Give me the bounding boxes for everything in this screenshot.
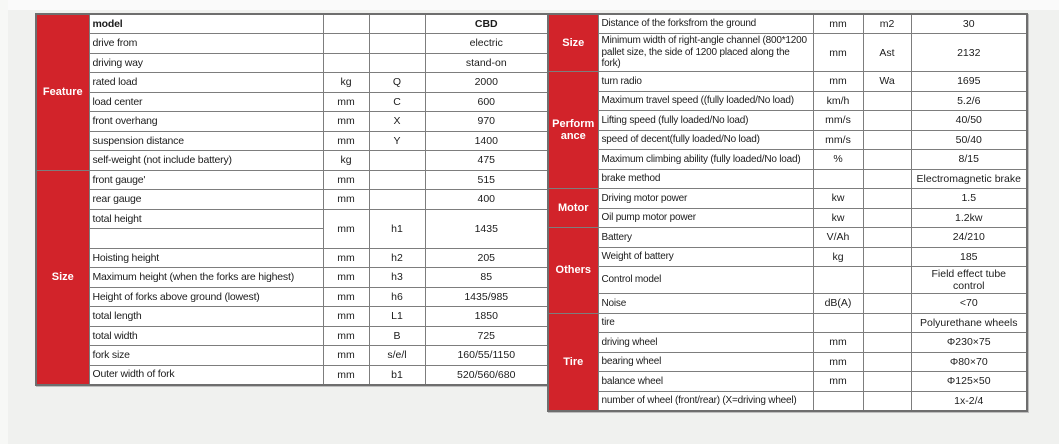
value-cell: 24/210 [911, 228, 1027, 248]
unit-cell: mm [323, 326, 369, 346]
spec-label: self-weight (not include battery) [89, 151, 323, 171]
spec-label: Maximum climbing ability (fully loaded/No load) [598, 150, 813, 170]
value-cell: 475 [425, 151, 548, 171]
spec-label: number of wheel (front/rear) (X=driving wheel) [598, 391, 813, 411]
symbol-cell [863, 169, 911, 189]
value-cell: 600 [425, 92, 548, 112]
unit-cell: % [813, 150, 863, 170]
table-row [548, 352, 1027, 372]
section-label-tire: Tire [548, 313, 598, 411]
spec-label: Minimum width of right-angle channel (800*1200 pallet size, the side of 1200 placed along the fork) [598, 34, 813, 72]
spec-label: Height of forks above ground (lowest) [89, 287, 323, 307]
spec-label: total length [89, 307, 323, 327]
value-cell: 970 [425, 112, 548, 132]
unit-cell: mm [323, 287, 369, 307]
right-spec-table [547, 13, 1028, 412]
unit-cell: mm [813, 14, 863, 34]
table-row [548, 150, 1027, 170]
spec-label: brake method [598, 169, 813, 189]
table-row [36, 326, 548, 346]
spec-label: Noise [598, 294, 813, 314]
unit-cell: kg [323, 73, 369, 93]
table-row [36, 92, 548, 112]
unit-cell: kw [813, 189, 863, 209]
unit-cell: mm/s [813, 130, 863, 150]
symbol-cell [369, 190, 425, 210]
unit-cell: mm [323, 209, 369, 248]
symbol-cell: s/e/l [369, 346, 425, 366]
table-row [548, 228, 1027, 248]
spec-label: Driving motor power [598, 189, 813, 209]
table-row [548, 313, 1027, 333]
value-cell: CBD [425, 14, 548, 34]
value-cell: Field effect tube control [911, 267, 1027, 294]
unit-cell: kw [813, 208, 863, 228]
symbol-cell [863, 91, 911, 111]
value-cell: 2132 [911, 34, 1027, 72]
table-row [548, 391, 1027, 411]
value-cell: 1.2kw [911, 208, 1027, 228]
unit-cell: mm [813, 352, 863, 372]
unit-cell: kg [323, 151, 369, 171]
symbol-cell [863, 247, 911, 267]
table-row [36, 248, 548, 268]
unit-cell: mm [323, 248, 369, 268]
table-row [548, 247, 1027, 267]
spec-label: turn radio [598, 72, 813, 92]
table-row [548, 169, 1027, 189]
table-row [36, 365, 548, 385]
symbol-cell: Y [369, 131, 425, 151]
table-row [36, 151, 548, 171]
spec-label: Weight of battery [598, 247, 813, 267]
value-cell: 205 [425, 248, 548, 268]
value-cell: 185 [911, 247, 1027, 267]
value-cell: Polyurethane wheels [911, 313, 1027, 333]
spec-label: driving wheel [598, 333, 813, 353]
table-row [548, 333, 1027, 353]
unit-cell: mm [813, 34, 863, 72]
spec-label: rated load [89, 73, 323, 93]
spec-label: drive from [89, 34, 323, 54]
value-cell: 1435/985 [425, 287, 548, 307]
spec-label: load center [89, 92, 323, 112]
table-row [548, 267, 1027, 294]
value-cell: 1435 [425, 209, 548, 248]
value-cell: stand-on [425, 53, 548, 73]
table-row [36, 268, 548, 288]
value-cell: <70 [911, 294, 1027, 314]
symbol-cell: Ast [863, 34, 911, 72]
table-row [36, 209, 548, 229]
value-cell: 5.2/6 [911, 91, 1027, 111]
symbol-cell: h1 [369, 209, 425, 248]
symbol-cell [863, 130, 911, 150]
unit-cell [813, 267, 863, 294]
table-row [548, 130, 1027, 150]
spec-label: model [89, 14, 323, 34]
value-cell: 2000 [425, 73, 548, 93]
spec-label: tire [598, 313, 813, 333]
value-cell: 50/40 [911, 130, 1027, 150]
spec-label: rear gauge [89, 190, 323, 210]
spec-label: suspension distance [89, 131, 323, 151]
value-cell: 8/15 [911, 150, 1027, 170]
symbol-cell [369, 34, 425, 54]
symbol-cell [863, 294, 911, 314]
unit-cell: kg [813, 247, 863, 267]
unit-cell [323, 53, 369, 73]
spec-label: Distance of the forksfrom the ground [598, 14, 813, 34]
value-cell: 1400 [425, 131, 548, 151]
unit-cell [323, 14, 369, 34]
symbol-cell [863, 372, 911, 392]
unit-cell: mm [323, 307, 369, 327]
unit-cell: mm/s [813, 111, 863, 131]
value-cell: 1695 [911, 72, 1027, 92]
spec-label: speed of decent(fully loaded/No load) [598, 130, 813, 150]
symbol-cell [863, 313, 911, 333]
spec-label: Hoisting height [89, 248, 323, 268]
table-row [548, 294, 1027, 314]
symbol-cell [863, 267, 911, 294]
symbol-cell: m2 [863, 14, 911, 34]
value-cell: 520/560/680 [425, 365, 548, 385]
spec-label: total width [89, 326, 323, 346]
table-row [548, 91, 1027, 111]
table-row [548, 111, 1027, 131]
table-row [36, 131, 548, 151]
symbol-cell: Q [369, 73, 425, 93]
section-label-size: Size [36, 170, 89, 385]
symbol-cell [863, 228, 911, 248]
section-label-feature: Feature [36, 14, 89, 170]
spec-label: driving way [89, 53, 323, 73]
symbol-cell [369, 170, 425, 190]
unit-cell [813, 313, 863, 333]
table-row [548, 34, 1027, 72]
symbol-cell [863, 391, 911, 411]
unit-cell: mm [813, 333, 863, 353]
table-row [36, 307, 548, 327]
table-row [548, 208, 1027, 228]
spec-label: Lifting speed (fully loaded/No load) [598, 111, 813, 131]
value-cell: Φ125×50 [911, 372, 1027, 392]
table-row [36, 34, 548, 54]
spec-label: Control model [598, 267, 813, 294]
unit-cell: km/h [813, 91, 863, 111]
unit-cell: mm [813, 372, 863, 392]
table-row [548, 14, 1027, 34]
unit-cell: mm [323, 131, 369, 151]
value-cell: 85 [425, 268, 548, 288]
table-row [36, 112, 548, 132]
unit-cell: mm [323, 346, 369, 366]
spec-label: Battery [598, 228, 813, 248]
unit-cell [323, 34, 369, 54]
symbol-cell: C [369, 92, 425, 112]
spec-label-empty [89, 229, 323, 249]
table-row [36, 170, 548, 190]
table-row [548, 189, 1027, 209]
symbol-cell [863, 111, 911, 131]
value-cell: electric [425, 34, 548, 54]
left-spec-table [35, 13, 549, 386]
symbol-cell [369, 14, 425, 34]
symbol-cell: B [369, 326, 425, 346]
value-cell: Φ80×70 [911, 352, 1027, 372]
symbol-cell [863, 150, 911, 170]
table-row [36, 73, 548, 93]
value-cell: 1x-2/4 [911, 391, 1027, 411]
spec-label: balance wheel [598, 372, 813, 392]
unit-cell: mm [323, 190, 369, 210]
symbol-cell: h2 [369, 248, 425, 268]
symbol-cell: h6 [369, 287, 425, 307]
table-row [36, 287, 548, 307]
table-row [548, 72, 1027, 92]
unit-cell: dB(A) [813, 294, 863, 314]
table-row [548, 372, 1027, 392]
unit-cell: mm [813, 72, 863, 92]
section-label-motor: Motor [548, 189, 598, 228]
value-cell: 515 [425, 170, 548, 190]
spec-label: Maximum height (when the forks are highest) [89, 268, 323, 288]
value-cell: 725 [425, 326, 548, 346]
unit-cell: V/Ah [813, 228, 863, 248]
symbol-cell: h3 [369, 268, 425, 288]
value-cell: 1.5 [911, 189, 1027, 209]
unit-cell: mm [323, 268, 369, 288]
symbol-cell: L1 [369, 307, 425, 327]
unit-cell: mm [323, 92, 369, 112]
table-row [36, 14, 548, 34]
value-cell: 40/50 [911, 111, 1027, 131]
spec-label: bearing wheel [598, 352, 813, 372]
section-label-size: Size [548, 14, 598, 72]
symbol-cell [369, 53, 425, 73]
spec-label: front overhang [89, 112, 323, 132]
spec-label: Oil pump motor power [598, 208, 813, 228]
left-edge-strip [0, 0, 8, 444]
unit-cell: mm [323, 112, 369, 132]
symbol-cell [863, 333, 911, 353]
value-cell: Φ230×75 [911, 333, 1027, 353]
symbol-cell [863, 208, 911, 228]
value-cell: Electromagnetic brake [911, 169, 1027, 189]
value-cell: 30 [911, 14, 1027, 34]
spec-label: Maximum travel speed ((fully loaded/No load) [598, 91, 813, 111]
symbol-cell [863, 189, 911, 209]
unit-cell [813, 391, 863, 411]
unit-cell [813, 169, 863, 189]
table-row [36, 53, 548, 73]
spec-label: total height [89, 209, 323, 229]
unit-cell: mm [323, 170, 369, 190]
spec-label: front gauge' [89, 170, 323, 190]
symbol-cell: Wa [863, 72, 911, 92]
symbol-cell [863, 352, 911, 372]
table-row [36, 346, 548, 366]
value-cell: 400 [425, 190, 548, 210]
spec-label: fork size [89, 346, 323, 366]
value-cell: 160/55/1150 [425, 346, 548, 366]
unit-cell: mm [323, 365, 369, 385]
top-edge-strip [0, 0, 1059, 10]
value-cell: 1850 [425, 307, 548, 327]
symbol-cell [369, 151, 425, 171]
symbol-cell: b1 [369, 365, 425, 385]
table-row [36, 190, 548, 210]
section-label-performance: Performance [548, 72, 598, 189]
spec-label: Outer width of fork [89, 365, 323, 385]
section-label-others: Others [548, 228, 598, 314]
symbol-cell: X [369, 112, 425, 132]
